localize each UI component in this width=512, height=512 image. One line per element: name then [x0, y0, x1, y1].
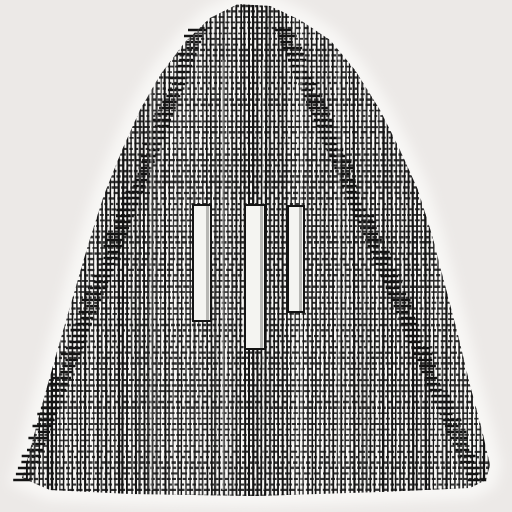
highlight-streak: [222, 60, 225, 490]
window-slot-shade: [299, 207, 302, 311]
highlight-streak: [150, 60, 153, 490]
highlight-streak: [338, 60, 341, 490]
window-slot-shade: [206, 206, 209, 320]
window-slot-shade: [260, 206, 263, 348]
